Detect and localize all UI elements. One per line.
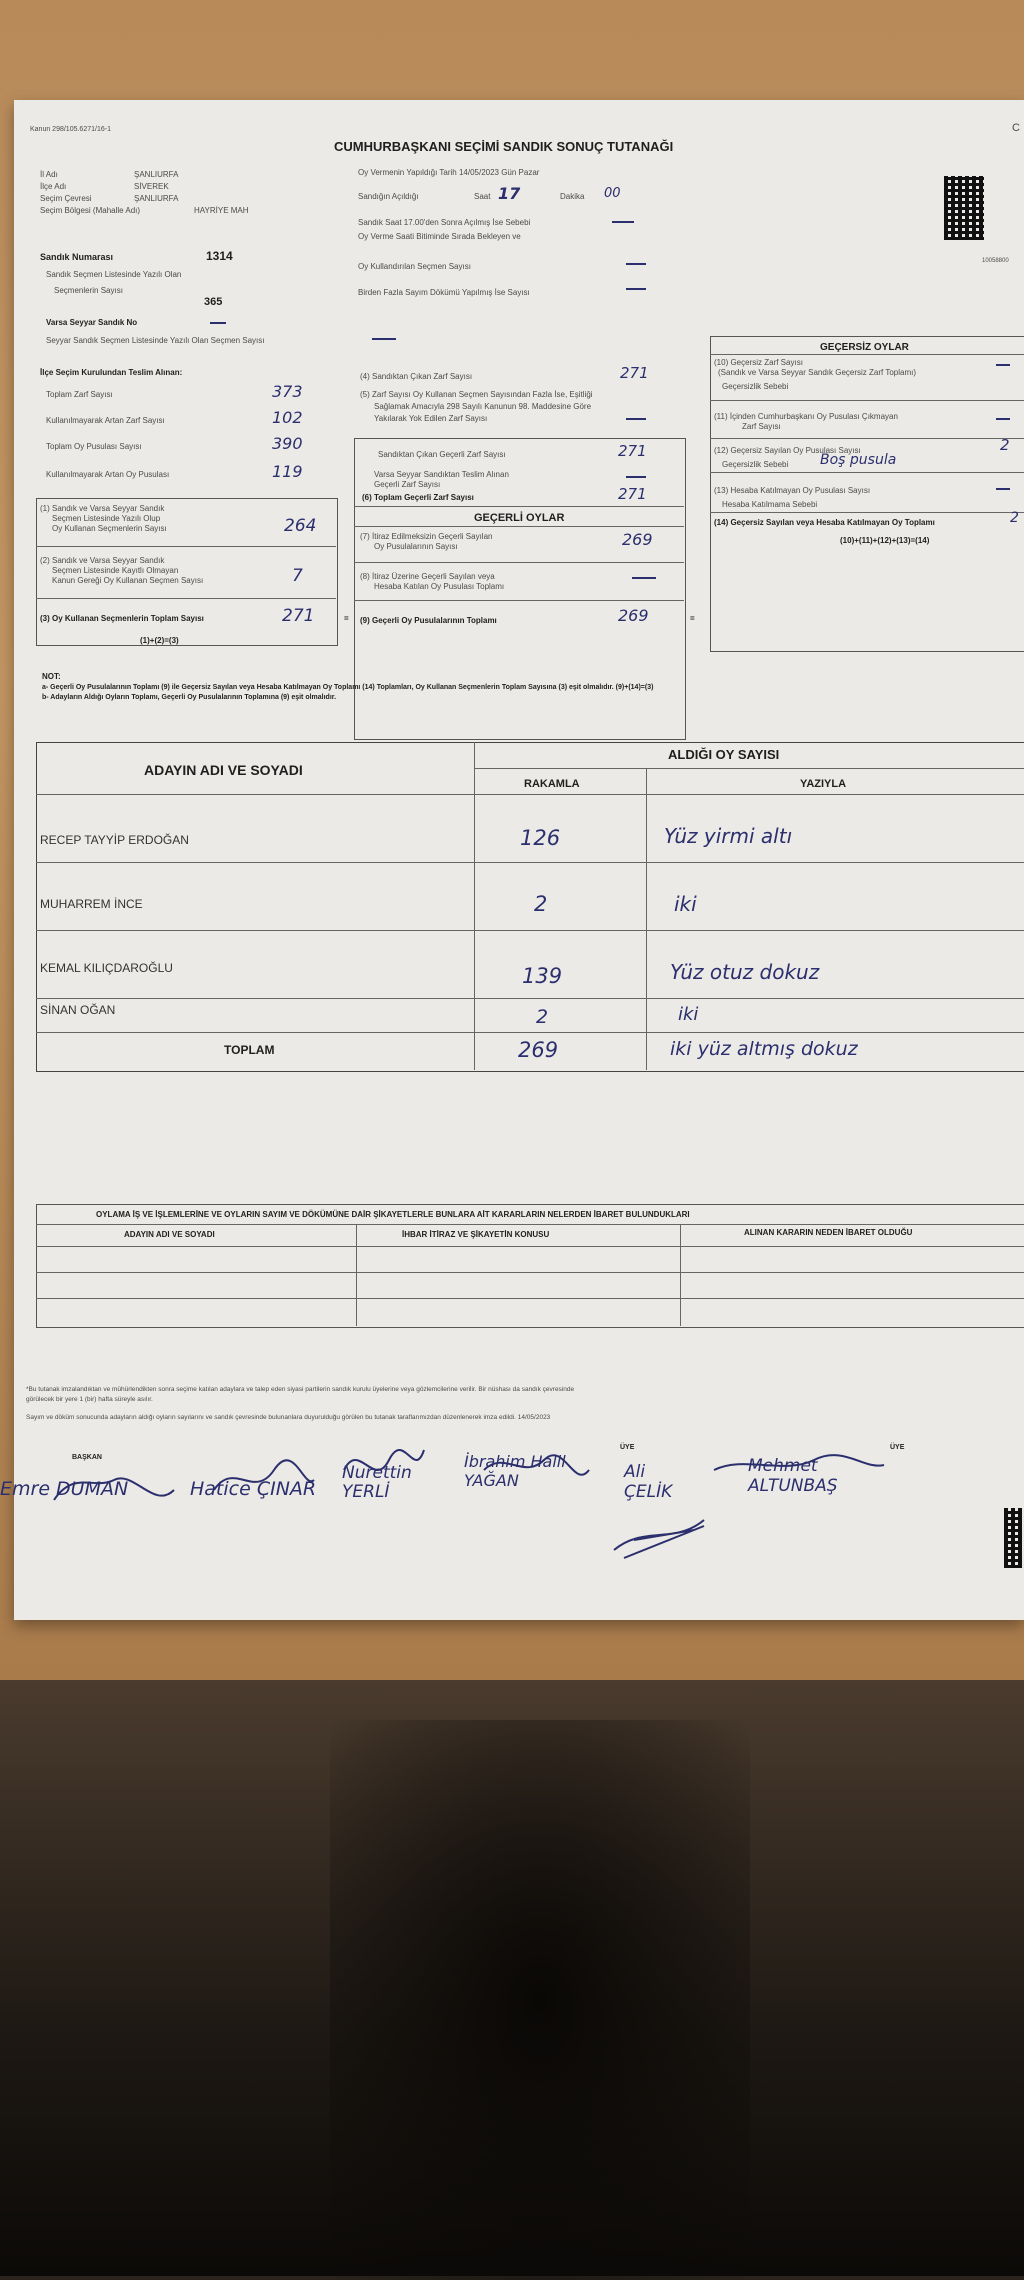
divider <box>710 472 1024 473</box>
sandik-no-value: 1314 <box>206 249 233 263</box>
candidate-words: iki <box>678 1004 699 1025</box>
r10-reason-label: Geçersizlik Sebebi <box>722 382 789 391</box>
uye-label: ÜYE <box>620 1444 635 1451</box>
complaints-title: OYLAMA İŞ VE İŞLEMLERİNE VE OYLARIN SAYIM VE DÖKÜMÜNE DAİR ŞİKAYETLERLE BUNLARA AİT KARARLARIN NELERDEN İBARET BULUNDUKLARI <box>96 1210 690 1219</box>
saat-label: Saat <box>474 192 491 201</box>
footer-text: görülecek bir yere 1 (bir) hafta süreyle asılır. <box>26 1396 153 1403</box>
divider <box>680 1224 681 1326</box>
dash-mark <box>372 338 396 340</box>
r6-value: 271 <box>618 485 647 503</box>
divider <box>36 930 1024 931</box>
left-heading: İlçe Seçim Kurulundan Teslim Alınan: <box>40 368 183 377</box>
complaints-col: ADAYIN ADI VE SOYADI <box>124 1230 215 1239</box>
divider <box>354 526 684 527</box>
r5-label: Yakılarak Yok Edilen Zarf Sayısı <box>374 414 488 423</box>
r4-label: (4) Sandıktan Çıkan Zarf Sayısı <box>360 372 473 381</box>
r12-value: 2 <box>1000 436 1010 454</box>
box1-label: (1) Sandık ve Varsa Seyyar Sandık <box>40 504 165 513</box>
cevre-label: Seçim Çevresi <box>40 194 92 203</box>
divider <box>710 438 1024 439</box>
left-row-label: Toplam Oy Pusulası Sayısı <box>46 442 142 451</box>
page-title: CUMHURBAŞKANI SEÇİMİ SANDIK SONUÇ TUTANAĞI <box>334 139 674 154</box>
r4-value: 271 <box>620 364 649 382</box>
divider <box>710 512 1024 513</box>
r6b-label: Geçerli Zarf Sayısı <box>374 480 441 489</box>
box2-label: Kanun Gereği Oy Kullanan Seçmen Sayısı <box>52 576 204 585</box>
footer-text: *Bu tutanak imzalandıktan ve mühürlendikten sonra seçime katılan adaylara ve talep eden siyasi partilerin sandık kurulu üyelerine veya gözlemcilerine verilir. Bir nüshası da sandık çevresinde <box>26 1386 575 1393</box>
candidate-name: SİNAN OĞAN <box>40 1003 116 1017</box>
candidate-number: 139 <box>522 964 563 988</box>
date-label: Oy Vermenin Yapıldığı Tarih 14/05/2023 Gün Pazar <box>358 168 540 177</box>
dash-mark <box>612 221 634 223</box>
candidate-name: MUHARREM İNCE <box>40 897 143 911</box>
dash-mark <box>996 418 1010 420</box>
left-row-label: Toplam Zarf Sayısı <box>46 390 113 399</box>
divider <box>36 862 1024 863</box>
r7-label: (7) İtiraz Edilmeksizin Geçerli Sayılan <box>360 532 493 541</box>
divider <box>36 1298 1024 1299</box>
divider <box>36 998 1024 999</box>
box1-label: Seçmen Listesinde Yazılı Olup <box>52 514 161 523</box>
complaints-table <box>36 1204 1024 1328</box>
divider <box>36 1272 1024 1273</box>
box1-value: 264 <box>284 516 317 536</box>
candidate-number: 2 <box>536 1006 549 1028</box>
r13-label: (13) Hesaba Katılmayan Oy Pusulası Sayısı <box>714 486 871 495</box>
complaints-col: ALINAN KARARIN NEDEN İBARET OLDUĞU <box>744 1228 913 1237</box>
candidate-number: 2 <box>534 892 548 916</box>
dakika-value: 00 <box>604 186 621 201</box>
valid-heading: GEÇERLİ OYLAR <box>474 512 565 524</box>
candidate-name: RECEP TAYYİP ERDOĞAN <box>40 833 189 847</box>
bolge-label: Seçim Bölgesi (Mahalle Adı) <box>40 206 141 215</box>
il-label: İl Adı <box>40 170 58 179</box>
result-form <box>0 100 1024 1620</box>
r12-reason-label: Geçersizlik Sebebi <box>722 460 789 469</box>
opening-label: Sandığın Açıldığı <box>358 192 419 201</box>
law-code: Kanun 298/105.6271/16-1 <box>30 126 111 133</box>
divider <box>36 794 1024 795</box>
r9-label: (9) Geçerli Oy Pusulalarının Toplamı <box>360 616 497 625</box>
shadow <box>330 1720 750 2280</box>
left-row-label: Kullanılmayarak Artan Oy Pusulası <box>46 470 170 479</box>
qr-code-icon <box>944 176 984 240</box>
col-name-header: ADAYIN ADI VE SOYADI <box>144 762 303 778</box>
signature-name: Hatice ÇINAR <box>190 1478 317 1500</box>
candidate-words: Yüz yirmi altı <box>664 824 793 848</box>
left-row-value: 119 <box>272 462 303 481</box>
dash-mark <box>996 488 1010 490</box>
divider <box>354 506 684 507</box>
dakika-label: Dakika <box>560 192 585 201</box>
note-a: a- Geçerli Oy Pusulalarının Toplamı (9) ile Geçersiz Sayılan veya Hesaba Katılmayan Oy Toplamı (14) Toplamları, Oy Kullanan Seçmenlerin Toplam Sayısına (3) eşit olmalıdır. (9)+(14)=(3) <box>42 684 654 691</box>
box3-value: 271 <box>282 606 315 626</box>
r11-label: (11) İçinden Cumhurbaşkanı Oy Pusulası Çıkmayan <box>714 412 898 421</box>
r7-label: Oy Pusulalarının Sayısı <box>374 542 458 551</box>
queue-label: Oy Verme Saati Bitiminde Sırada Bekleyen ve <box>358 232 521 241</box>
complaints-col: İHBAR İTİRAZ VE ŞİKAYETİN KONUSU <box>402 1230 550 1239</box>
barcode-number: 10058800 <box>982 258 1009 264</box>
notes-title: NOT: <box>42 672 61 681</box>
seyyar-voters-label: Seyyar Sandık Seçmen Listesinde Yazılı Olan Seçmen Sayısı <box>46 336 265 345</box>
dash-mark <box>626 288 646 290</box>
signature-name: Mehmet ALTUNBAŞ <box>748 1456 838 1497</box>
signature-name: Nurettin YERLİ <box>342 1463 412 1502</box>
r5-label: Sağlamak Amacıyla 298 Sayılı Kanunun 98. Maddesine Göre <box>374 402 592 411</box>
voters-label-2: Seçmenlerin Sayısı <box>54 286 123 295</box>
corner-letter: C <box>1012 122 1020 134</box>
divider <box>36 1246 1024 1247</box>
results-table <box>36 742 1024 1072</box>
signature-strokes <box>14 1430 1024 1570</box>
left-row-value: 390 <box>272 434 303 453</box>
ilce-label: İlçe Adı <box>40 182 67 191</box>
dash-mark <box>210 322 226 324</box>
box2-value: 7 <box>292 566 303 586</box>
divider <box>36 546 336 547</box>
dash-mark <box>996 364 1010 366</box>
seyyar-label: Varsa Seyyar Sandık No <box>46 318 138 327</box>
left-row-value: 102 <box>272 408 303 427</box>
candidate-words: iki <box>674 892 697 916</box>
col-votes-header: ALDIĞI OY SAYISI <box>668 747 780 762</box>
unused-voters-label: Oy Kullandırılan Seçmen Sayısı <box>358 262 471 271</box>
divider <box>474 768 1024 769</box>
equals-sign: = <box>690 614 695 623</box>
divider <box>354 562 684 563</box>
invalid-heading: GEÇERSİZ OYLAR <box>820 342 909 353</box>
divider <box>646 768 647 1070</box>
r7-value: 269 <box>622 530 653 549</box>
box2-label: (2) Sandık ve Varsa Seyyar Sandık <box>40 556 165 565</box>
voters-value: 365 <box>204 296 223 308</box>
r9-value: 269 <box>618 606 649 625</box>
left-row-label: Kullanılmayarak Artan Zarf Sayısı <box>46 416 165 425</box>
signature-name: Ali ÇELİK <box>624 1462 673 1503</box>
divider <box>356 1224 357 1326</box>
dash-mark <box>626 418 646 420</box>
dash-mark <box>626 476 646 478</box>
r12-label: (12) Geçersiz Sayılan Oy Pusulası Sayısı <box>714 446 861 455</box>
divider <box>354 600 684 601</box>
cevre-value: ŞANLIURFA <box>134 194 179 203</box>
total-number: 269 <box>518 1038 559 1062</box>
box3-label: (3) Oy Kullanan Seçmenlerin Toplam Sayısı <box>40 614 204 623</box>
divider <box>36 598 336 599</box>
box2-label: Seçmen Listesinde Kayıtlı Olmayan <box>52 566 179 575</box>
r11-label: Zarf Sayısı <box>742 422 781 431</box>
saat-value: 17 <box>498 184 521 203</box>
candidate-words: Yüz otuz dokuz <box>670 960 820 984</box>
r12-reason-value: Boş pusula <box>820 452 897 468</box>
baskan-label: BAŞKAN <box>72 1454 102 1461</box>
right-formula: (10)+(11)+(12)+(13)=(14) <box>840 536 930 545</box>
col-numeric-header: RAKAMLA <box>524 778 580 790</box>
equals-sign: = <box>344 614 349 623</box>
r14-label: (14) Geçersiz Sayılan veya Hesaba Katılmayan Oy Toplamı <box>714 518 935 527</box>
dash-mark <box>626 263 646 265</box>
r14-value: 2 <box>1010 510 1019 526</box>
total-words: iki yüz altmış dokuz <box>670 1038 858 1060</box>
r6-label: (6) Toplam Geçerli Zarf Sayısı <box>362 493 474 502</box>
candidate-name: KEMAL KILIÇDAROĞLU <box>40 961 173 975</box>
candidate-number: 126 <box>520 826 561 850</box>
box1-label: Oy Kullanan Seçmenlerin Sayısı <box>52 524 167 533</box>
signature-name: Emre DUMAN <box>0 1478 129 1500</box>
voters-label-1: Sandık Seçmen Listesinde Yazılı Olan <box>46 270 182 279</box>
divider <box>36 1224 1024 1225</box>
late-open-label: Sandık Saat 17.00'den Sonra Açılmış İse Sebebi <box>358 218 531 227</box>
total-label: TOPLAM <box>224 1043 275 1057</box>
bolge-value: HAYRİYE MAH <box>194 206 249 215</box>
r6a-value: 271 <box>618 442 647 460</box>
r8-label: Hesaba Katılan Oy Pusulası Toplamı <box>374 582 505 591</box>
col-text-header: YAZIYLA <box>800 778 847 790</box>
r5-label: (5) Zarf Sayısı Oy Kullanan Seçmen Sayısından Fazla İse, Eşitliği <box>360 390 593 399</box>
divider <box>710 400 1024 401</box>
dash-mark <box>632 577 656 579</box>
left-formula: (1)+(2)=(3) <box>140 636 179 645</box>
multi-envelope-label: Birden Fazla Sayım Dökümü Yapılmış İse Sayısı <box>358 288 530 297</box>
il-value: ŞANLIURFA <box>134 170 179 179</box>
r10-label: (Sandık ve Varsa Seyyar Sandık Geçersiz Zarf Toplamı) <box>718 368 917 377</box>
uye-label: ÜYE <box>890 1444 905 1451</box>
divider <box>710 354 1024 355</box>
sandik-no-label: Sandık Numarası <box>40 252 114 262</box>
signature-name: İbrahim Halil YAĞAN <box>464 1452 566 1491</box>
left-row-value: 373 <box>272 382 303 401</box>
side-qr-icon <box>1004 1508 1022 1568</box>
footer-text: Sayım ve döküm sonucunda adayların aldığı oyların sayılarını ve sandık çevresinde bulunanlara duyurulduğu görülen bu tutanak taraflarımızdan düzenlenerek imza edildi. 14/05/2023 <box>26 1414 551 1421</box>
note-b: b- Adayların Aldığı Oyların Toplamı, Geçerli Oy Pusulalarının Toplamına (9) eşit olmalıdır. <box>42 694 337 701</box>
r8-label: (8) İtiraz Üzerine Geçerli Sayılan veya <box>360 572 495 581</box>
r10-label: (10) Geçersiz Zarf Sayısı <box>714 358 803 367</box>
r6a-label: Sandıktan Çıkan Geçerli Zarf Sayısı <box>378 450 506 459</box>
ilce-value: SİVEREK <box>134 182 169 191</box>
r13-reason-label: Hesaba Katılmama Sebebi <box>722 500 818 509</box>
divider <box>474 742 475 1070</box>
r6b-label: Varsa Seyyar Sandıktan Teslim Alınan <box>374 470 509 479</box>
divider <box>36 1032 1024 1033</box>
